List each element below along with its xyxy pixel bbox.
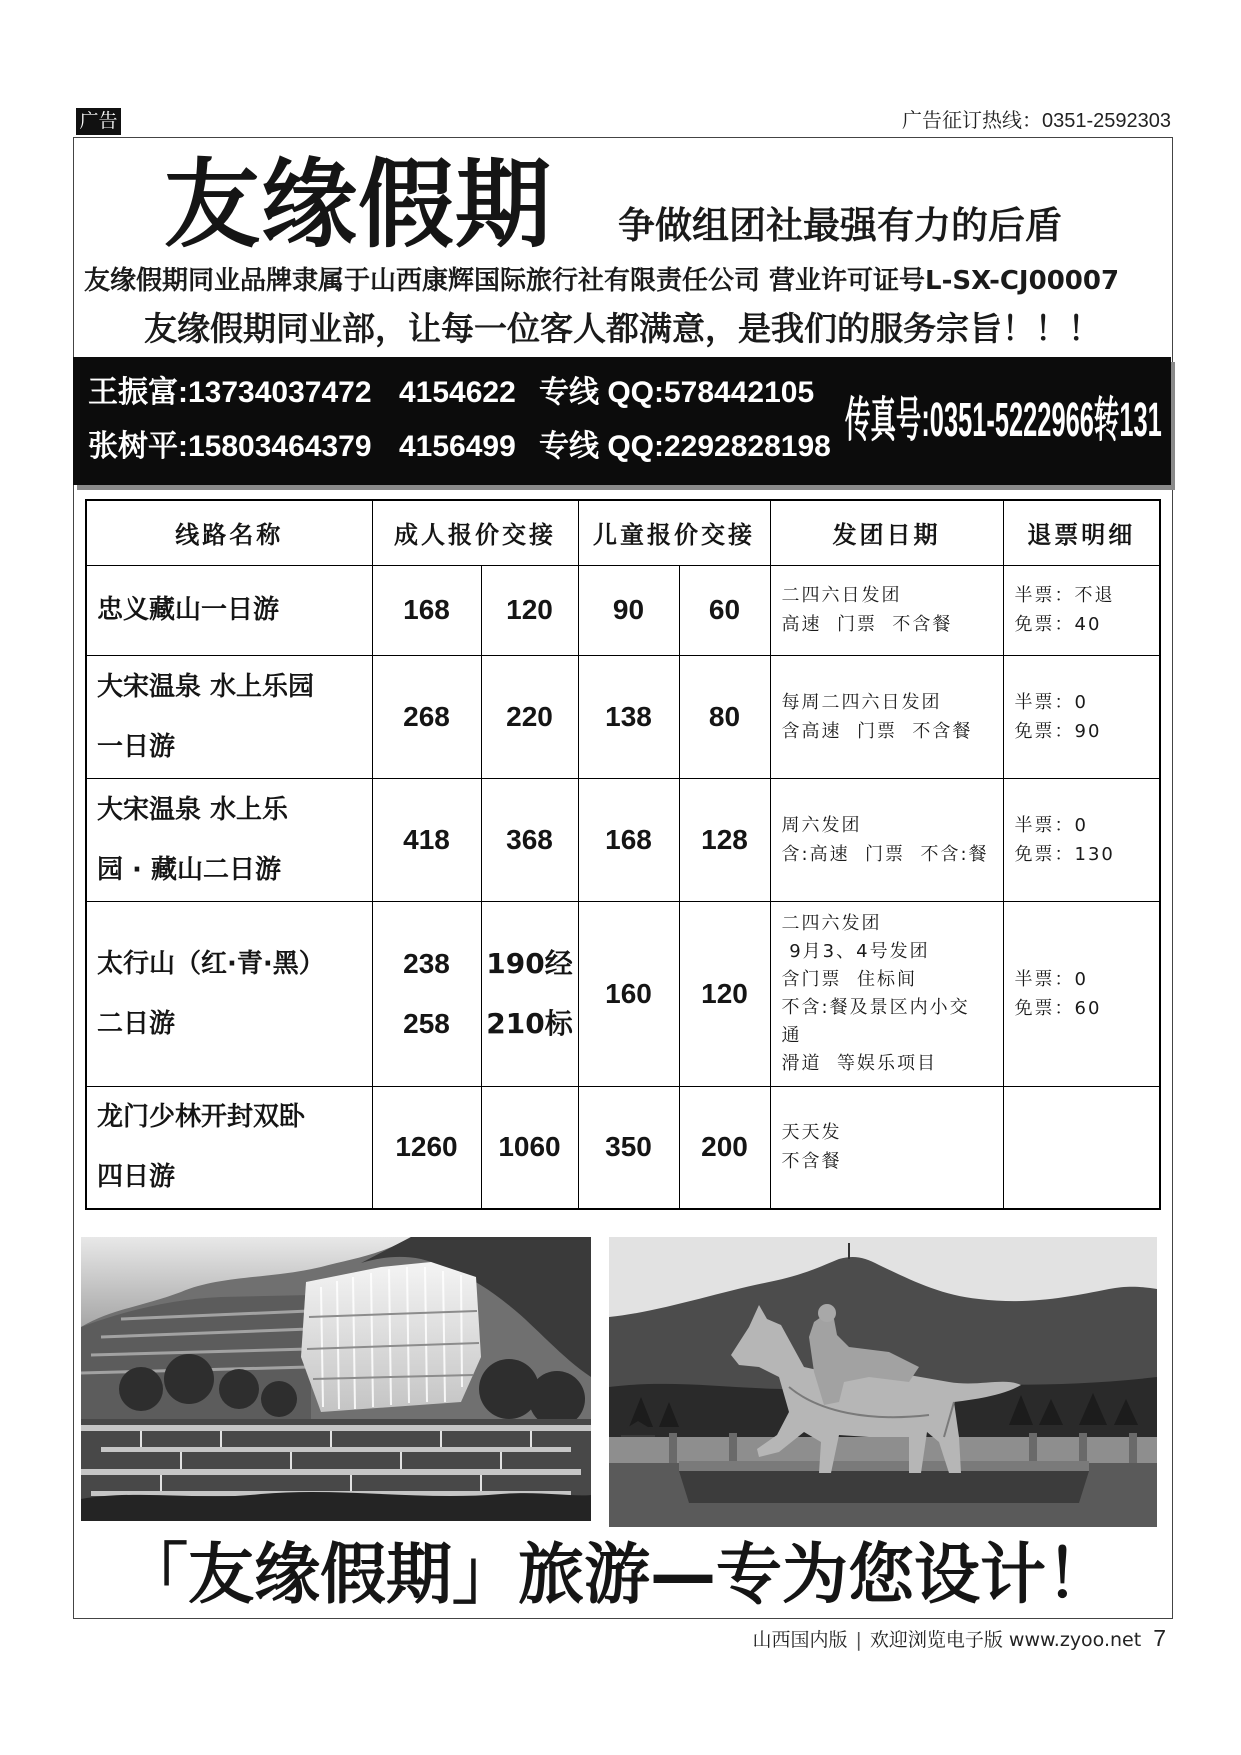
- railing-post: [1079, 1433, 1087, 1463]
- price: 1060: [498, 1131, 561, 1163]
- adult-quote-cell: [372, 1086, 481, 1209]
- header-adult: 成人报价交接: [372, 500, 578, 565]
- streak: [461, 1275, 462, 1387]
- railing-post: [1029, 1433, 1037, 1463]
- fax-number: 传真号:0351-5222966转131: [845, 394, 1162, 447]
- child-quote-cell: [578, 655, 679, 778]
- refund-line: 半票：0: [1014, 968, 1088, 990]
- brand-title: 友缘假期: [164, 149, 552, 261]
- horse-statue-photo: [609, 1237, 1157, 1527]
- refund-cell: [1003, 778, 1160, 901]
- date-line: 高速 门票 不含餐: [781, 614, 953, 635]
- price: 60: [708, 594, 741, 625]
- adult-handover-cell: [481, 1086, 578, 1209]
- table-row: [86, 901, 1160, 1086]
- header-refund: 退票明细: [1003, 500, 1160, 565]
- price: 190经: [486, 946, 573, 980]
- table-row: [86, 655, 1160, 778]
- price: 418: [403, 823, 450, 855]
- price: 160: [605, 977, 652, 1009]
- child-handover-cell: [679, 901, 770, 1086]
- page-footer: [752, 1625, 1166, 1653]
- mission-line: 友缘假期同业部，让每一位客人都满意，是我们的服务宗旨！！！: [144, 309, 1101, 348]
- price: 220: [506, 700, 553, 732]
- date-line: 含:高速 门票 不含:餐: [781, 843, 989, 865]
- adult-handover-cell: [481, 565, 578, 655]
- route-name-cell: [86, 655, 372, 778]
- contact-name-phone: 王振富:13734037472: [88, 376, 372, 409]
- table-row: [86, 565, 1160, 655]
- price: 200: [701, 1131, 748, 1163]
- price: 210标: [486, 1006, 573, 1040]
- contact-landline: 4154622: [399, 376, 516, 409]
- contact-band: [73, 357, 1171, 485]
- price: 138: [605, 700, 652, 732]
- price: 238: [403, 947, 450, 979]
- price: 368: [506, 823, 553, 855]
- tree: [529, 1371, 585, 1427]
- child-quote-cell: [578, 565, 679, 655]
- date-line: 不含餐: [781, 1151, 842, 1173]
- price: 168: [605, 823, 652, 855]
- route-name-cell: [86, 565, 372, 655]
- price: 258: [403, 1007, 450, 1039]
- railing-post: [669, 1433, 677, 1463]
- child-handover-cell: [679, 565, 770, 655]
- rider-head: [818, 1304, 836, 1322]
- refund-cell: [1003, 565, 1160, 655]
- ad-section-label: 广告: [76, 108, 121, 135]
- pedestal-top: [679, 1461, 1089, 1471]
- route-name-line: 一日游: [97, 731, 176, 762]
- route-name-line: 龙门少林开封双卧: [97, 1102, 306, 1133]
- refund-cell: [1003, 655, 1160, 778]
- table-row: [86, 1086, 1160, 1209]
- date-line: 二四六发团: [781, 912, 882, 934]
- terrace-band: [101, 1447, 571, 1452]
- route-name-line: 太行山（红·青·黑）: [97, 948, 325, 979]
- adult-quote-cell: [372, 655, 481, 778]
- price: 168: [403, 594, 450, 625]
- date-line: 不含:餐及景区内小交: [781, 996, 970, 1018]
- departure-dates-cell: [770, 901, 1003, 1086]
- adult-handover-cell: [481, 778, 578, 901]
- waterfall-photo: [81, 1237, 591, 1521]
- adult-quote-cell: [372, 565, 481, 655]
- date-line: 二四六日发团: [781, 585, 902, 606]
- terrace-band: [81, 1469, 581, 1475]
- date-line: 9月3、4号发团: [781, 940, 930, 962]
- route-name-line: 忠义藏山一日游: [97, 595, 280, 625]
- refund-line: 半票：不退: [1014, 585, 1115, 606]
- route-name-line: 大宋温泉 水上乐: [97, 794, 289, 825]
- refund-line: 免票：40: [1014, 614, 1102, 635]
- railing-post: [729, 1433, 737, 1463]
- date-line: 周六发团: [781, 814, 862, 836]
- header-route: 线路名称: [86, 500, 372, 565]
- route-name-cell: [86, 901, 372, 1086]
- footer-edition: 山西国内版: [752, 1629, 848, 1651]
- tree: [164, 1354, 214, 1404]
- refund-line: 半票：0: [1014, 814, 1088, 836]
- bottom-slogan: 「友缘假期」旅游—专为您设计！: [122, 1536, 1112, 1613]
- route-name-line: 园 · 藏山二日游: [97, 854, 281, 885]
- refund-line: 免票：90: [1014, 720, 1102, 742]
- page-number: 7: [1153, 1625, 1166, 1651]
- route-name-cell: [86, 1086, 372, 1209]
- refund-line: 半票：0: [1014, 691, 1088, 713]
- refund-line: 免票：60: [1014, 997, 1102, 1019]
- date-line: 含门票 住标间: [781, 968, 917, 990]
- plaza-railing: [609, 1437, 1157, 1463]
- child-quote-cell: [578, 778, 679, 901]
- date-line: 通: [781, 1024, 802, 1046]
- adult-quote-cell: [372, 901, 481, 1086]
- contact-landline: 4156499: [399, 430, 516, 463]
- table-header-row: [86, 500, 1160, 565]
- refund-line: 免票：130: [1014, 843, 1115, 865]
- refund-cell: [1003, 901, 1160, 1086]
- price: 80: [708, 700, 741, 732]
- route-name-line: 二日游: [97, 1008, 176, 1039]
- date-line: 滑道 等娱乐项目: [781, 1052, 937, 1074]
- adult-handover-cell: [481, 655, 578, 778]
- footer-separator: |: [855, 1629, 862, 1651]
- price: 120: [506, 594, 553, 625]
- price: 268: [403, 700, 450, 732]
- contact-name-phone: 张树平:15803464379: [88, 430, 372, 463]
- price: 120: [701, 977, 748, 1009]
- tree: [219, 1369, 259, 1409]
- departure-dates-cell: [770, 565, 1003, 655]
- tree: [119, 1367, 163, 1411]
- contact-qq: 专线 QQ:578442105: [539, 376, 815, 409]
- child-quote-cell: [578, 1086, 679, 1209]
- child-handover-cell: [679, 655, 770, 778]
- child-handover-cell: [679, 1086, 770, 1209]
- departure-dates-cell: [770, 655, 1003, 778]
- header-child: 儿童报价交接: [578, 500, 770, 565]
- price: 128: [701, 823, 748, 855]
- adult-quote-cell: [372, 778, 481, 901]
- route-name-line: 四日游: [97, 1162, 176, 1193]
- footer-welcome: 欢迎浏览电子版 www.zyoo.net: [869, 1629, 1142, 1651]
- header-dates: 发团日期: [770, 500, 1003, 565]
- foreground-rocks: [81, 1492, 591, 1521]
- price: 1260: [395, 1131, 458, 1163]
- tree: [479, 1359, 539, 1419]
- route-name-cell: [86, 778, 372, 901]
- refund-cell: [1003, 1086, 1160, 1209]
- route-price-table: [85, 499, 1161, 1210]
- ad-hotline: 广告征订热线：0351-2592303: [901, 110, 1171, 132]
- date-line: 含高速 门票 不含餐: [781, 720, 973, 742]
- price: 90: [612, 594, 645, 625]
- brand-slogan: 争做组团社最强有力的后盾: [618, 204, 1062, 247]
- table-row: [86, 778, 1160, 901]
- child-handover-cell: [679, 778, 770, 901]
- adult-handover-cell: [481, 901, 578, 1086]
- price: 350: [605, 1131, 652, 1163]
- contact-qq: 专线 QQ:2292828198: [539, 430, 831, 463]
- date-line: 每周二四六日发团: [781, 691, 942, 713]
- child-quote-cell: [578, 901, 679, 1086]
- departure-dates-cell: [770, 778, 1003, 901]
- terrace-band: [81, 1425, 591, 1431]
- route-name-line: 大宋温泉 水上乐园: [97, 671, 315, 702]
- railing-post: [1129, 1433, 1137, 1463]
- date-line: 天天发: [781, 1122, 842, 1144]
- license-line: 友缘假期同业品牌隶属于山西康辉国际旅行社有限责任公司 营业许可证号L-SX-CJ00007: [84, 266, 1120, 296]
- departure-dates-cell: [770, 1086, 1003, 1209]
- statue-pedestal: [679, 1471, 1089, 1503]
- tree: [261, 1381, 297, 1417]
